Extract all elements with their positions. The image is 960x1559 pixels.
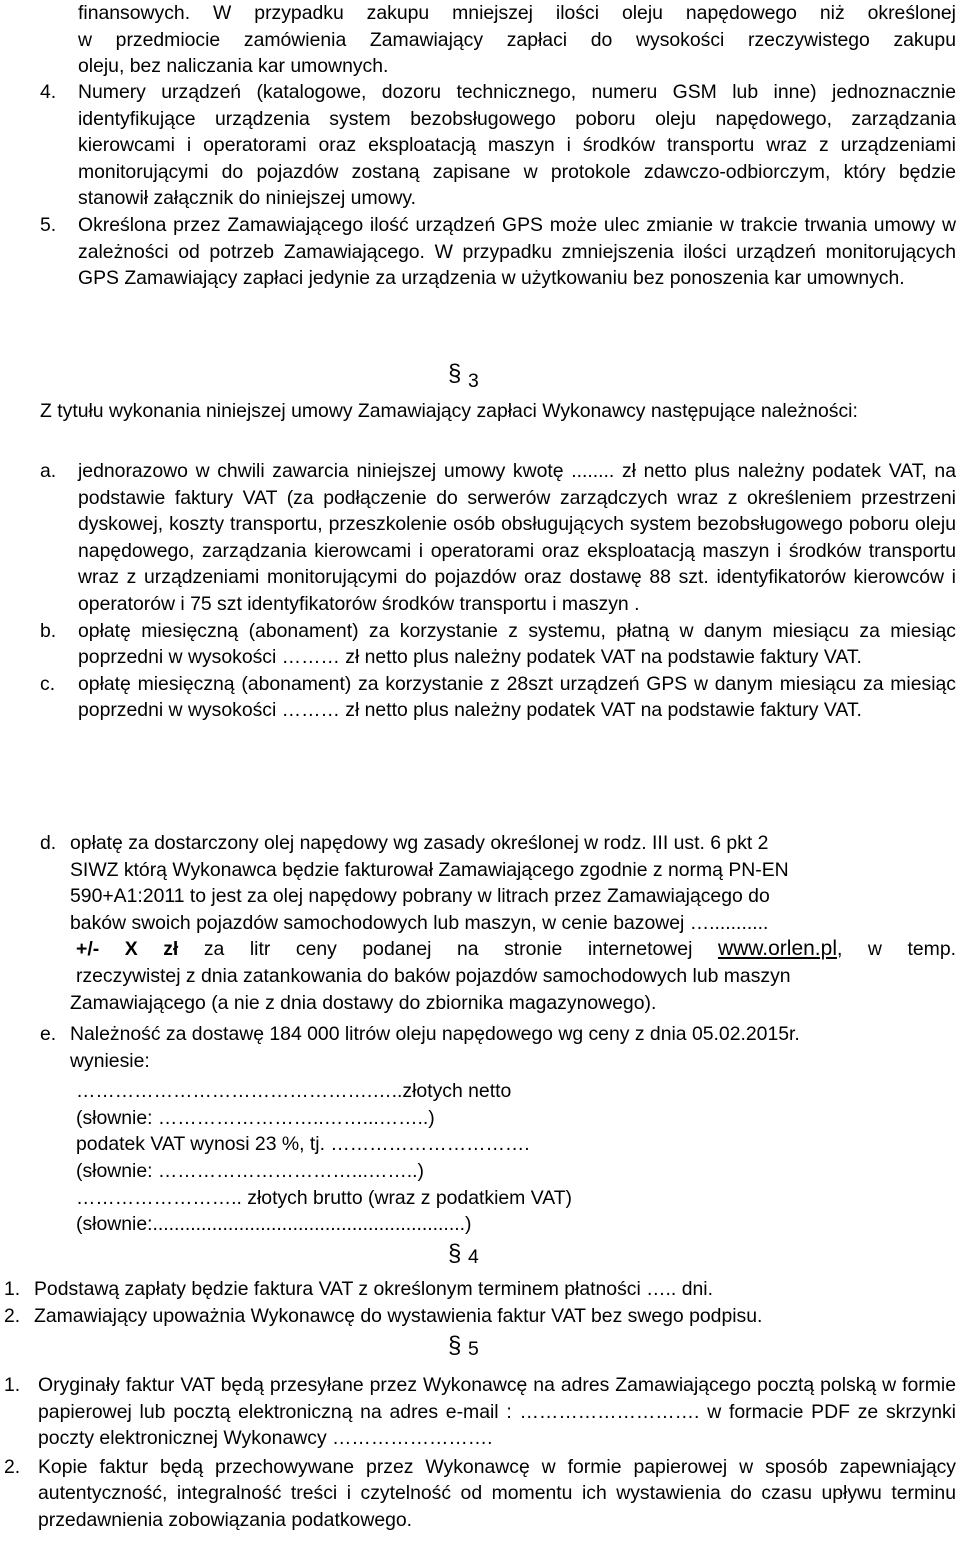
- amounts-block: [70, 1078, 956, 1238]
- item-number: 1.: [4, 1278, 21, 1300]
- intro-line-3: oleju, bez naliczania kar umownych.: [78, 55, 389, 78]
- item-number: 2.: [4, 1304, 21, 1327]
- item-text: Określona przez Zamawiającego ilość urządzeń GPS może ulec zmianie w trakcie trwania umowy w zależności od potrzeb Zamawiającego. W przypadku zmniejszenia ilości urządzeń monitorujących GPS Zamawiający zapłaci jedynie za urządzenia w użytkowaniu bez ponoszenia kar umownych.: [78, 213, 956, 290]
- item-d-line-3: 590+A1:2011 to jest za olej napędowy pobrany w litrach przez Zamawiającego do: [70, 885, 770, 908]
- item-number: 1.: [4, 1374, 21, 1396]
- list-s2: [40, 79, 956, 292]
- amount-netto: ……………………………………….…..złotych netto: [76, 1080, 512, 1103]
- price-text: za litr ceny podanej na stronie internetowej: [178, 938, 718, 961]
- item-number: c.: [40, 672, 56, 695]
- price-adjustment: +/- X zł: [76, 938, 179, 961]
- item-number: 2.: [4, 1455, 21, 1478]
- list-item-a: [40, 458, 956, 618]
- list-item-4-1: [4, 1276, 956, 1303]
- section-number: 5: [468, 1338, 479, 1360]
- item-e-line-1: Należność za dostawę 184 000 litrów oleju napędowego wg ceny z dnia 05.02.2015r.: [70, 1023, 800, 1045]
- section-sign: §: [448, 360, 462, 387]
- item-number: 4.: [40, 81, 57, 103]
- list-item-5: [40, 212, 956, 292]
- intro-line-2: w przedmiocie zamówienia Zamawiający zapłaci do wysokości rzeczywistego zakupu: [78, 28, 956, 51]
- item-text: opłatę miesięczną (abonament) za korzystanie z systemu, płatną w danym miesiącu za miesiąc poprzedni w wysokości ……… zł netto plus należny podatek VAT na podstawie faktury VAT.: [78, 619, 956, 669]
- section-5-heading: [448, 1334, 508, 1370]
- section-sign: §: [448, 1240, 462, 1267]
- item-d-line-4: baków swoich pojazdów samochodowych lub maszyn, w cenie bazowej …...........: [70, 911, 769, 934]
- item-e-body: [70, 1021, 956, 1238]
- list-item-c: [40, 671, 956, 724]
- section-3-intro: Z tytułu wykonania niniejszej umowy Zamawiający zapłaci Wykonawcy następujące należności:: [40, 400, 858, 422]
- list-item-4: [40, 79, 956, 212]
- item-number: d.: [40, 832, 57, 854]
- list-item-4-2: [4, 1303, 956, 1330]
- section-4-list: [4, 1276, 956, 1329]
- list-item-b: [40, 618, 956, 671]
- item-text: opłatę miesięczną (abonament) za korzystanie z 28szt urządzeń GPS w danym miesiącu za miesiąc poprzedni w wysokości ……… zł netto plus należny podatek VAT na podstawie faktury VAT.: [78, 672, 956, 722]
- item-text: Podstawą zapłaty będzie faktura VAT z określonym terminem płatności ….. dni.: [34, 1278, 713, 1300]
- item-text: Numery urządzeń (katalogowe, dozoru technicznego, numeru GSM lub inne) jednoznacznie identyfikujące urządzenia system bezobsługowego poboru oleju napędowego, zarządzania kierowcami i operatorami oraz eksploatacją maszyn i środków transportu wraz z urządzeniami monitorującymi do pojazdów zostaną zapisane w protokole zdawczo-odbiorczym, który będzie stanowił załącznik do niniejszej umowy.: [78, 81, 956, 210]
- section-sign: §: [448, 1332, 462, 1359]
- amount-netto-words: (słownie: ……………………..……...……..): [76, 1106, 435, 1129]
- section-number: 4: [468, 1246, 479, 1268]
- item-d-line-5: [70, 936, 956, 963]
- item-number: e.: [40, 1023, 57, 1045]
- item-text: jednorazowo w chwili zawarcia niniejszej umowy kwotę ........ zł netto plus należny podatek VAT, na podstawie faktury VAT (za podłączenie do serwerów zarządczych wraz z określeniem przestrzeni dyskowej, koszty transportu, przeszkolenie osób obsługujących system bezobsługowego poboru oleju napędowego, zarządzania kierowcami i operatorami oraz eksploatacją maszyn i środków transportu wraz z urządzeniami monitorującymi do pojazdów oraz dostawę 88 szt. identyfikatorów kierowców i operatorów i 75 szt identyfikatorów środków transportu i maszyn .: [78, 460, 956, 615]
- amount-brutto-words: (słownie:..........................................................): [76, 1213, 472, 1236]
- list-item-5-1: [4, 1372, 956, 1452]
- item-d-line-7: Zamawiającego (a nie z dnia dostawy do zbiornika magazynowego).: [70, 991, 657, 1014]
- price-text-end: , w temp.: [837, 938, 956, 961]
- section-3-list: [40, 458, 956, 724]
- item-text: Kopie faktur będą przechowywane przez Wykonawcę w formie papierowej w sposób zapewniający autentyczność, integralność treści i czytelność od momentu ich wystawienia do czasu upływu terminu przedawnienia zobowiązania podatkowego.: [38, 1455, 956, 1531]
- item-text: Zamawiający upoważnia Wykonawcę do wystawienia faktur VAT bez swego podpisu.: [34, 1304, 763, 1327]
- item-number: a.: [40, 460, 57, 482]
- item-e-line-2: wyniesie:: [70, 1049, 150, 1072]
- item-d-body: [70, 830, 956, 1016]
- list-item-5-2: [4, 1454, 956, 1534]
- section-3-heading: [448, 362, 508, 398]
- orlen-link[interactable]: www.orlen.pl: [717, 937, 837, 961]
- item-d-line-6: rzeczywistej z dnia zatankowania do baków pojazdów samochodowych lub maszyn: [76, 964, 791, 987]
- section-4-heading: [448, 1242, 508, 1278]
- intro-line-1: finansowych. W przypadku zakupu mniejszej ilości oleju napędowego niż określonej: [78, 2, 956, 24]
- amount-vat: podatek VAT wynosi 23 %, tj. ………………………….: [76, 1133, 530, 1156]
- amount-brutto: …………………….. złotych brutto (wraz z podatkiem VAT): [76, 1186, 573, 1209]
- item-d-line-1: opłatę za dostarczony olej napędowy wg zasady określonej w rodz. III ust. 6 pkt 2: [70, 832, 769, 854]
- amount-vat-words: (słownie: …………………………...……..): [76, 1159, 424, 1182]
- intro-continuation: [78, 0, 956, 80]
- item-number: 5.: [40, 213, 57, 236]
- item-d-line-2: SIWZ którą Wykonawca będzie fakturował Zamawiającego zgodnie z normą PN-EN: [70, 858, 789, 881]
- section-5-list: [4, 1372, 956, 1534]
- item-number: b.: [40, 619, 57, 642]
- item-text: Oryginały faktur VAT będą przesyłane przez Wykonawcę na adres Zamawiającego pocztą polską w formie papierowej lub pocztą elektroniczną na adres e-mail : ………………………. w formacie PDF ze skrzynki poczty elektronicznej Wykonawcy …………………….: [38, 1374, 956, 1450]
- section-number: 3: [468, 370, 479, 392]
